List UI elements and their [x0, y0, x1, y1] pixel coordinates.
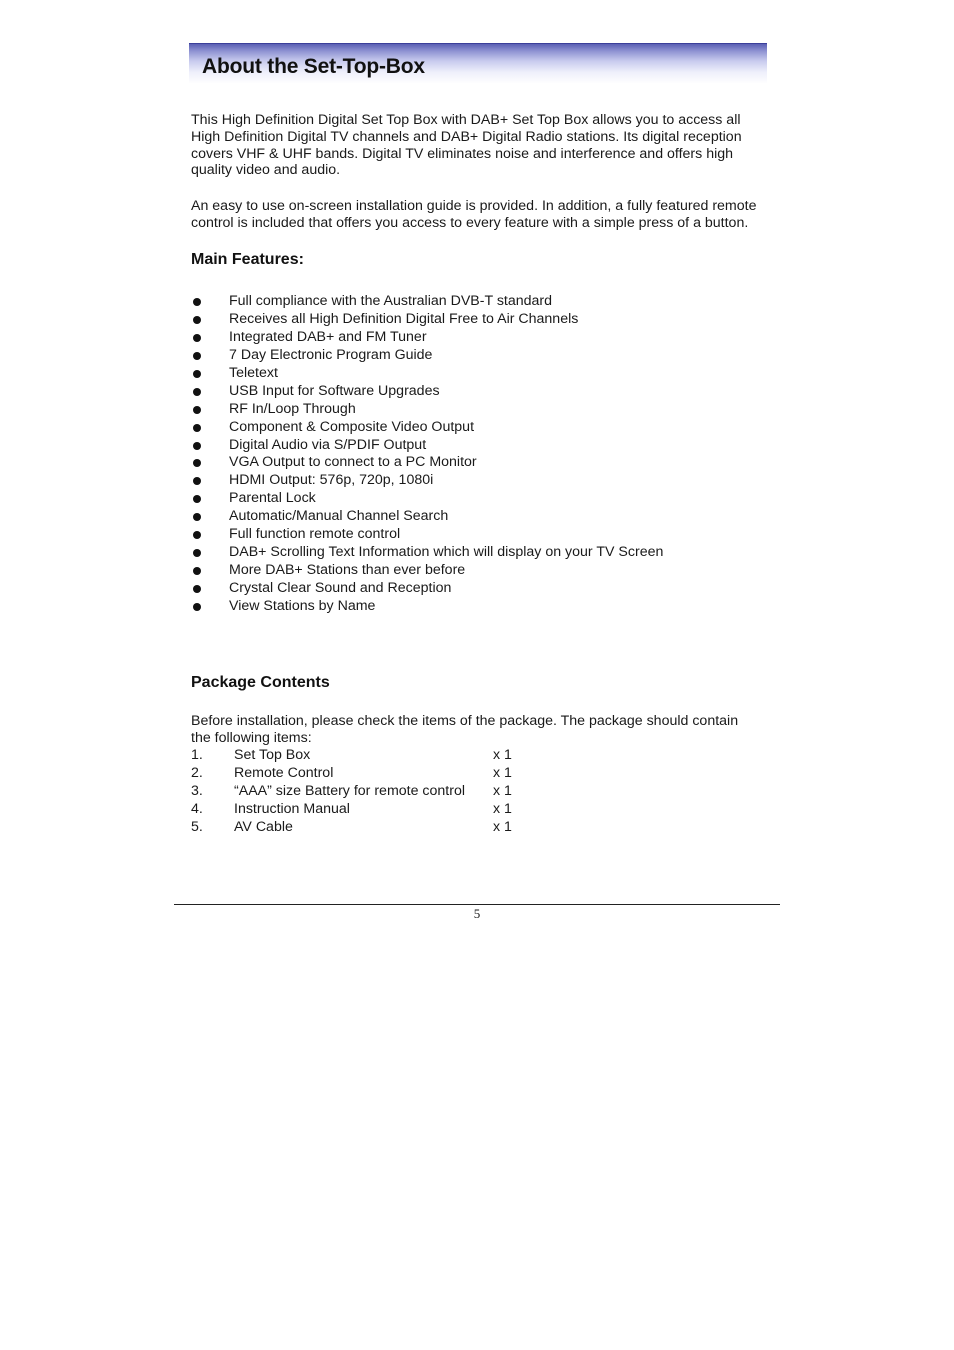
footer-divider — [174, 904, 780, 905]
item-quantity: x 1 — [493, 747, 512, 763]
bullet-icon — [193, 477, 201, 485]
item-quantity: x 1 — [493, 801, 512, 817]
feature-text: Digital Audio via S/PDIF Output — [229, 436, 427, 453]
page-title: About the Set-Top-Box — [202, 55, 425, 78]
item-name: “AAA” size Battery for remote control — [234, 783, 466, 799]
feature-text: Teletext — [229, 364, 278, 381]
feature-text: Full compliance with the Australian DVB-T standard — [229, 293, 553, 309]
bullet-icon — [193, 442, 201, 450]
feature-text: View Stations by Name — [229, 597, 376, 614]
bullet-icon — [193, 567, 201, 575]
bullet-icon — [193, 334, 201, 342]
feature-text: Receives all High Definition Digital Free to Air Channels — [229, 310, 579, 327]
bullet-icon — [193, 316, 201, 324]
bullet-icon — [193, 549, 201, 557]
bullet-icon — [193, 495, 201, 503]
feature-text: HDMI Output: 576p, 720p, 1080i — [229, 472, 434, 489]
bullet-icon — [193, 370, 201, 378]
package-intro: Before installation, please check the items of the package. The package should contain the following items: — [191, 713, 739, 746]
item-number: 2. — [191, 765, 203, 781]
feature-text: Full function remote control — [229, 526, 401, 543]
item-number: 5. — [191, 819, 203, 835]
feature-text: DAB+ Scrolling Text Information which will display on your TV Screen — [229, 544, 664, 561]
feature-text: More DAB+ Stations than ever before — [229, 562, 466, 579]
feature-text: USB Input for Software Upgrades — [229, 382, 440, 399]
item-name: AV Cable — [234, 819, 293, 835]
feature-text: Component & Composite Video Output — [229, 418, 475, 435]
bullet-icon — [193, 298, 201, 306]
bullet-icon — [193, 585, 201, 593]
item-quantity: x 1 — [493, 765, 512, 781]
feature-text: Crystal Clear Sound and Reception — [229, 580, 452, 596]
package-heading: Package Contents — [191, 674, 330, 691]
item-name: Remote Control — [234, 765, 334, 781]
feature-text: Integrated DAB+ and FM Tuner — [229, 328, 427, 345]
feature-text: VGA Output to connect to a PC Monitor — [229, 454, 477, 471]
feature-text: Automatic/Manual Channel Search — [229, 508, 449, 525]
bullet-icon — [193, 352, 201, 360]
feature-text: RF In/Loop Through — [229, 400, 356, 417]
features-heading: Main Features: — [191, 251, 304, 268]
remote-paragraph: An easy to use on-screen installation guide is provided. In addition, a fully featured remote control is included that offers you access to every feature with a simple press of a button. — [191, 198, 757, 231]
item-name: Set Top Box — [234, 747, 311, 763]
page-number: 5 — [473, 906, 481, 921]
item-number: 3. — [191, 783, 203, 799]
bullet-icon — [193, 406, 201, 414]
title-banner — [189, 43, 767, 83]
bullet-icon — [193, 388, 201, 396]
feature-text: 7 Day Electronic Program Guide — [229, 346, 433, 363]
bullet-icon — [193, 424, 201, 432]
bullet-icon — [193, 513, 201, 521]
item-quantity: x 1 — [493, 819, 512, 835]
feature-text: Parental Lock — [229, 490, 316, 507]
bullet-icon — [193, 603, 201, 611]
item-number: 4. — [191, 801, 203, 817]
intro-paragraph: This High Definition Digital Set Top Box with DAB+ Set Top Box allows you to access all High Definition Digital TV channels and DAB+ Digital Radio stations. Its digital reception covers VHF & UHF bands. Digital TV eliminates noise and interference and offers high quality video and audio. — [191, 112, 742, 179]
item-name: Instruction Manual — [234, 801, 350, 817]
item-number: 1. — [191, 747, 203, 763]
item-quantity: x 1 — [493, 783, 512, 799]
bullet-icon — [193, 531, 201, 539]
bullet-icon — [193, 459, 201, 467]
